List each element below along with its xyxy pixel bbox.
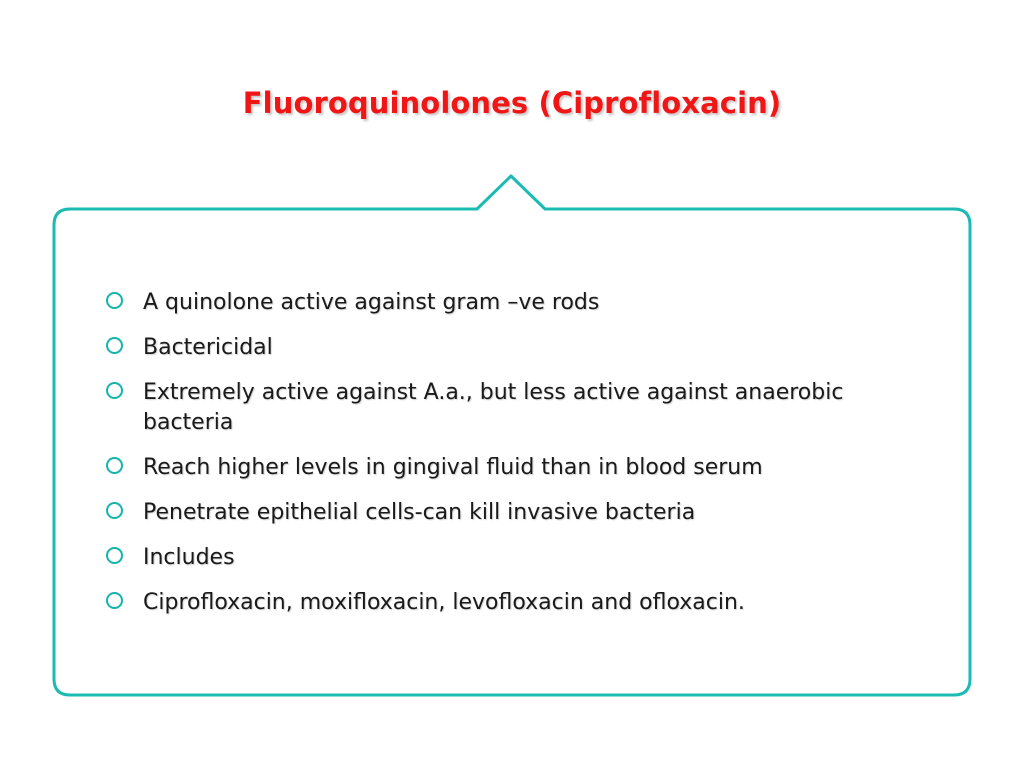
bullet-item — [104, 288, 904, 318]
circle-outline-icon — [106, 337, 123, 354]
circle-outline-icon — [106, 502, 123, 519]
circle-outline-icon — [106, 292, 123, 309]
bullet-text: Ciprofloxacin, moxifloxacin, levofloxacin and ofloxacin. — [143, 590, 745, 615]
bullet-list — [104, 288, 904, 633]
bullet-text: Extremely active against A.a., but less active against anaerobic bacteria — [143, 380, 844, 435]
bullet-item — [104, 453, 904, 483]
bullet-text: Reach higher levels in gingival fluid than in blood serum — [143, 455, 763, 480]
circle-outline-icon — [106, 382, 123, 399]
bullet-item — [104, 543, 904, 573]
bullet-item — [104, 588, 904, 618]
bullet-text: Includes — [143, 545, 235, 570]
circle-outline-icon — [106, 592, 123, 609]
bullet-text: Penetrate epithelial cells-can kill invasive bacteria — [143, 500, 696, 525]
circle-outline-icon — [106, 547, 123, 564]
circle-outline-icon — [106, 457, 123, 474]
bullet-item — [104, 498, 904, 528]
bullet-text: A quinolone active against gram –ve rods — [143, 290, 600, 315]
slide-title: Fluoroquinolones (Ciprofloxacin) — [242, 86, 782, 120]
bullet-item — [104, 333, 904, 363]
bullet-text: Bactericidal — [143, 335, 273, 360]
bullet-item — [104, 378, 904, 438]
